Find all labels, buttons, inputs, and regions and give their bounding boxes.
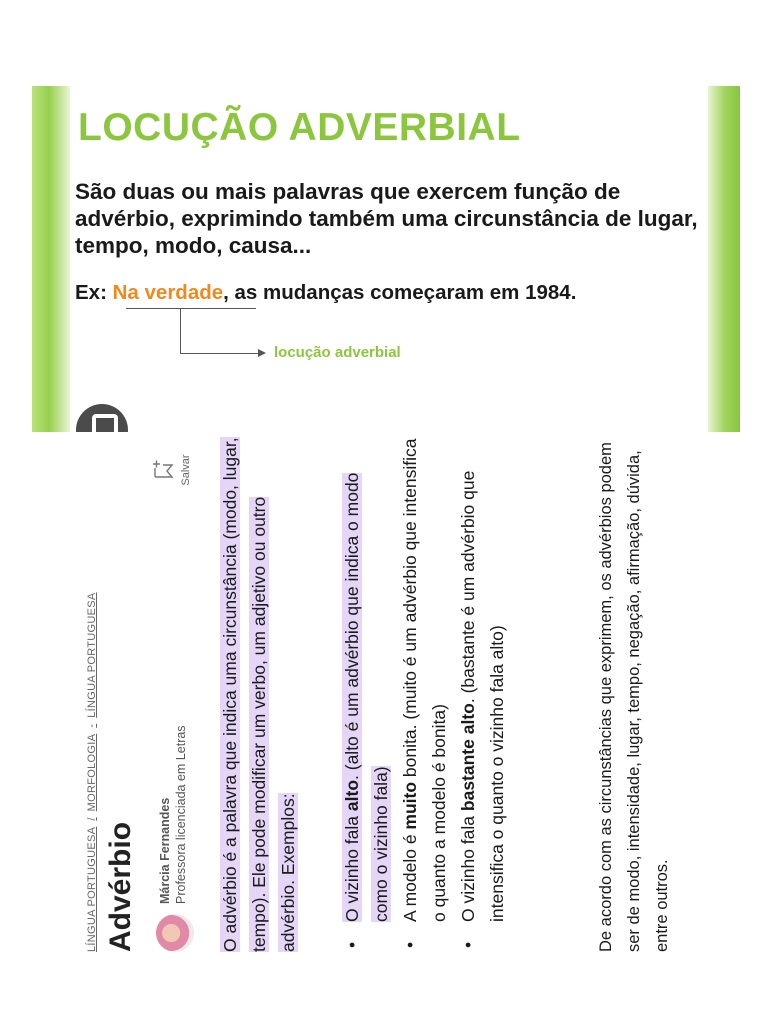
- save-button[interactable]: [148, 443, 202, 497]
- example-bold: muito: [400, 781, 420, 830]
- avatar: [156, 914, 194, 952]
- example-highlighted: [342, 473, 391, 922]
- breadcrumb-separator: -: [86, 723, 98, 728]
- author-row: [154, 432, 204, 952]
- site-logo-icon: [76, 404, 128, 432]
- arrow-right-icon: [258, 349, 266, 357]
- slide-title: LOCUÇÃO ADVERBIAL: [78, 106, 521, 149]
- breadcrumb-item[interactable]: LÍNGUA PORTUGUESA: [86, 592, 98, 718]
- breadcrumb-item[interactable]: MORFOLOGIA: [86, 733, 98, 812]
- slide-image: [32, 86, 740, 432]
- example-rest: , as mudanças começaram em 1984.: [223, 281, 577, 304]
- example-text: O vizinho fala: [342, 811, 362, 922]
- bookmark-add-icon: [152, 461, 174, 479]
- breadcrumb-item[interactable]: LÍNGUA PORTUGUESA: [86, 826, 98, 952]
- slide-right-green-bar: [708, 86, 740, 432]
- page-title: Advérbio: [104, 821, 137, 952]
- outro-paragraph: De acordo com as circunstâncias que exprimem, os advérbios podem ser de modo, intensidade, lugar, tempo, negação, afirmação, dúvida, entre outros.: [597, 442, 671, 952]
- author-role: Professora licenciada em Letras: [174, 725, 188, 904]
- example-text: A modelo é: [400, 829, 420, 922]
- example-highlight: Na verdade: [112, 281, 224, 304]
- example-bold: alto: [342, 779, 362, 812]
- list-item: [396, 437, 454, 952]
- examples-list: [338, 437, 512, 952]
- example-text: O vizinho fala: [458, 811, 478, 922]
- intro-highlight: O advérbio é a palavra que indica uma circunstância (modo, lugar, tempo). Ele pode modificar um verbo, um adjetivo ou outro advérbio. Exemplos:: [220, 437, 298, 952]
- breadcrumb: [86, 586, 98, 952]
- slide-left-green-bar: [32, 86, 70, 432]
- example-underline: [126, 308, 256, 309]
- arrow-label: locução adverbial: [274, 344, 401, 361]
- connector-vertical-line: [180, 309, 181, 353]
- intro-paragraph: [216, 437, 303, 952]
- article-screenshot: [80, 432, 740, 952]
- connector-horizontal-line: [180, 353, 260, 354]
- breadcrumb-separator: /: [86, 817, 98, 821]
- save-label: Salvar: [180, 454, 192, 486]
- example-text: . (bastante é um advérbio que intensifica o quanto o vizinho fala alto): [458, 470, 507, 922]
- list-item: [454, 437, 512, 952]
- list-item: [338, 437, 396, 952]
- example-bold: bastante alto: [458, 703, 478, 812]
- slide-definition: São duas ou mais palavras que exercem função de advérbio, exprimindo também uma circunstância de lugar, tempo, modo, causa...: [75, 179, 698, 258]
- example-text: bonita. (muito é um advérbio que intensifica o quanto a modelo é bonita): [400, 438, 449, 922]
- slide-example: [75, 281, 576, 305]
- author-name[interactable]: Márcia Fernandes: [158, 797, 172, 904]
- example-prefix: Ex:: [75, 281, 113, 304]
- example-text: . (alto é um advérbio que indica o modo como o vizinho fala): [342, 472, 391, 922]
